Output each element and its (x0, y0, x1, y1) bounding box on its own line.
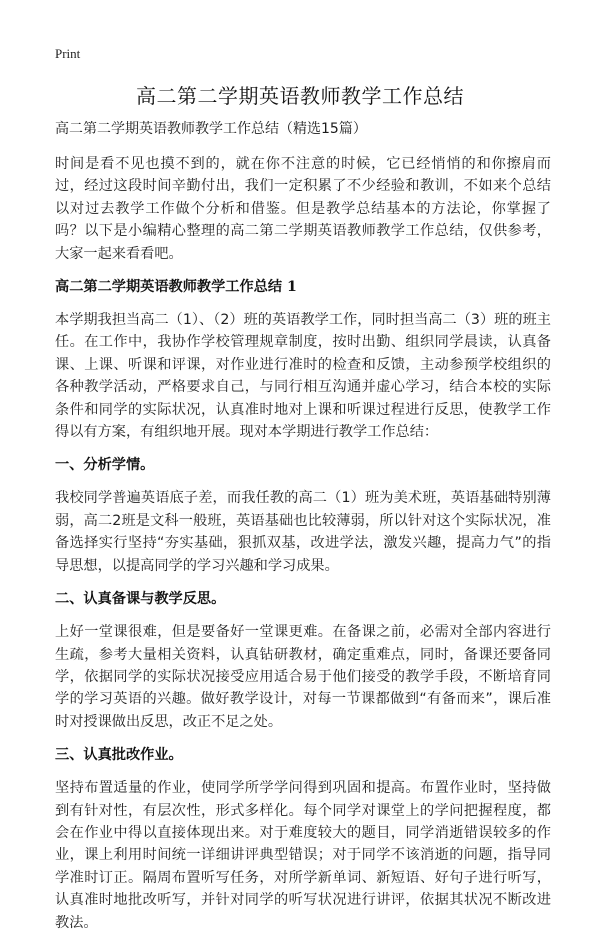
section-heading-preparation: 二、认真备课与教学反思。 (55, 591, 226, 608)
section-heading-analysis: 一、分析学情。 (55, 457, 155, 474)
intro-paragraph: 时间是看不见也摸不到的，就在你不注意的时候，它已经悄悄的和你擦肩而过，经过这段时间辛勤付出，我们一定积累了不少经验和教训，不如来个总结以对过去教学工作做个分析和借鉴。但是教学总结基本的方法论，你掌握了吗？以下是小编精心整理的高二第二学期英语教师教学工作总结，仅供参考，大家一起来看看吧。 (55, 156, 551, 262)
print-link[interactable]: Print (55, 46, 81, 61)
section-heading-homework: 三、认真批改作业。 (55, 747, 183, 764)
section-body-analysis: 我校同学普遍英语底子差，而我任教的高二（1）班为美术班，英语基础特别薄弱，高二2班是文科一般班，英语基础也比较薄弱，所以针对这个实际状况，准备选择实行坚持“夯实基础，狠抓双基，改进学法，激发兴趣，提高力气”的指导思想，以提高同学的学习兴趣和学习成果。 (55, 490, 551, 574)
document-subtitle: 高二第二学期英语教师教学工作总结（精选15篇） (55, 121, 367, 137)
document-body (55, 118, 551, 945)
article-heading: 高二第二学期英语教师教学工作总结 1 (55, 279, 297, 296)
section-body-homework: 坚持布置适量的作业，使同学所学学问得到巩固和提高。布置作业时，坚持做到有针对性，有层次性，形式多样化。每个同学对课堂上的学问把握程度，都会在作业中得以直接体现出来。对于难度较大的题目，同学消逝错误较多的作业，课上利用时间统一详细讲评典型错误；对于同学不该消逝的问题，指导同学准时订正。隔周布置听写任务，对所学新单词、新短语、好句子进行听写，认真准时地批改听写，并针对同学的听写状况进行讲评，依据其状况不断改进教法。 (55, 780, 551, 931)
article-intro-paragraph: 本学期我担当高二（1）、（2）班的英语教学工作，同时担当高二（3）班的班主任。在工作中，我协作学校管理规章制度，按时出勤、组织同学晨读，认真备课、上课、听课和评课，对作业进行准时的检查和反馈，主动参预学校组织的各种教学活动，严格要求自己，与同行相互沟通并虚心学习，结合本校的实际条件和同学的实际状况，认真准时地对上课和听课过程进行反思，使教学工作得以有方案，有组织地开展。现对本学期进行教学工作总结： (55, 312, 551, 441)
section-body-preparation: 上好一堂课很难，但是要备好一堂课更难。在备课之前，必需对全部内容进行生疏，参考大量相关资料，认真钻研教材，确定重难点，同时，备课还要备同学，依据同学的实际状况接受应用适合易于他们接受的教学手段，不断培育同学的学习英语的兴趣。做好教学设计，对每一节课都做到“有备而来”，课后准时对授课做出反思，改正不足之处。 (55, 624, 551, 730)
document-title: 高二第二学期英语教师教学工作总结 (136, 84, 464, 108)
